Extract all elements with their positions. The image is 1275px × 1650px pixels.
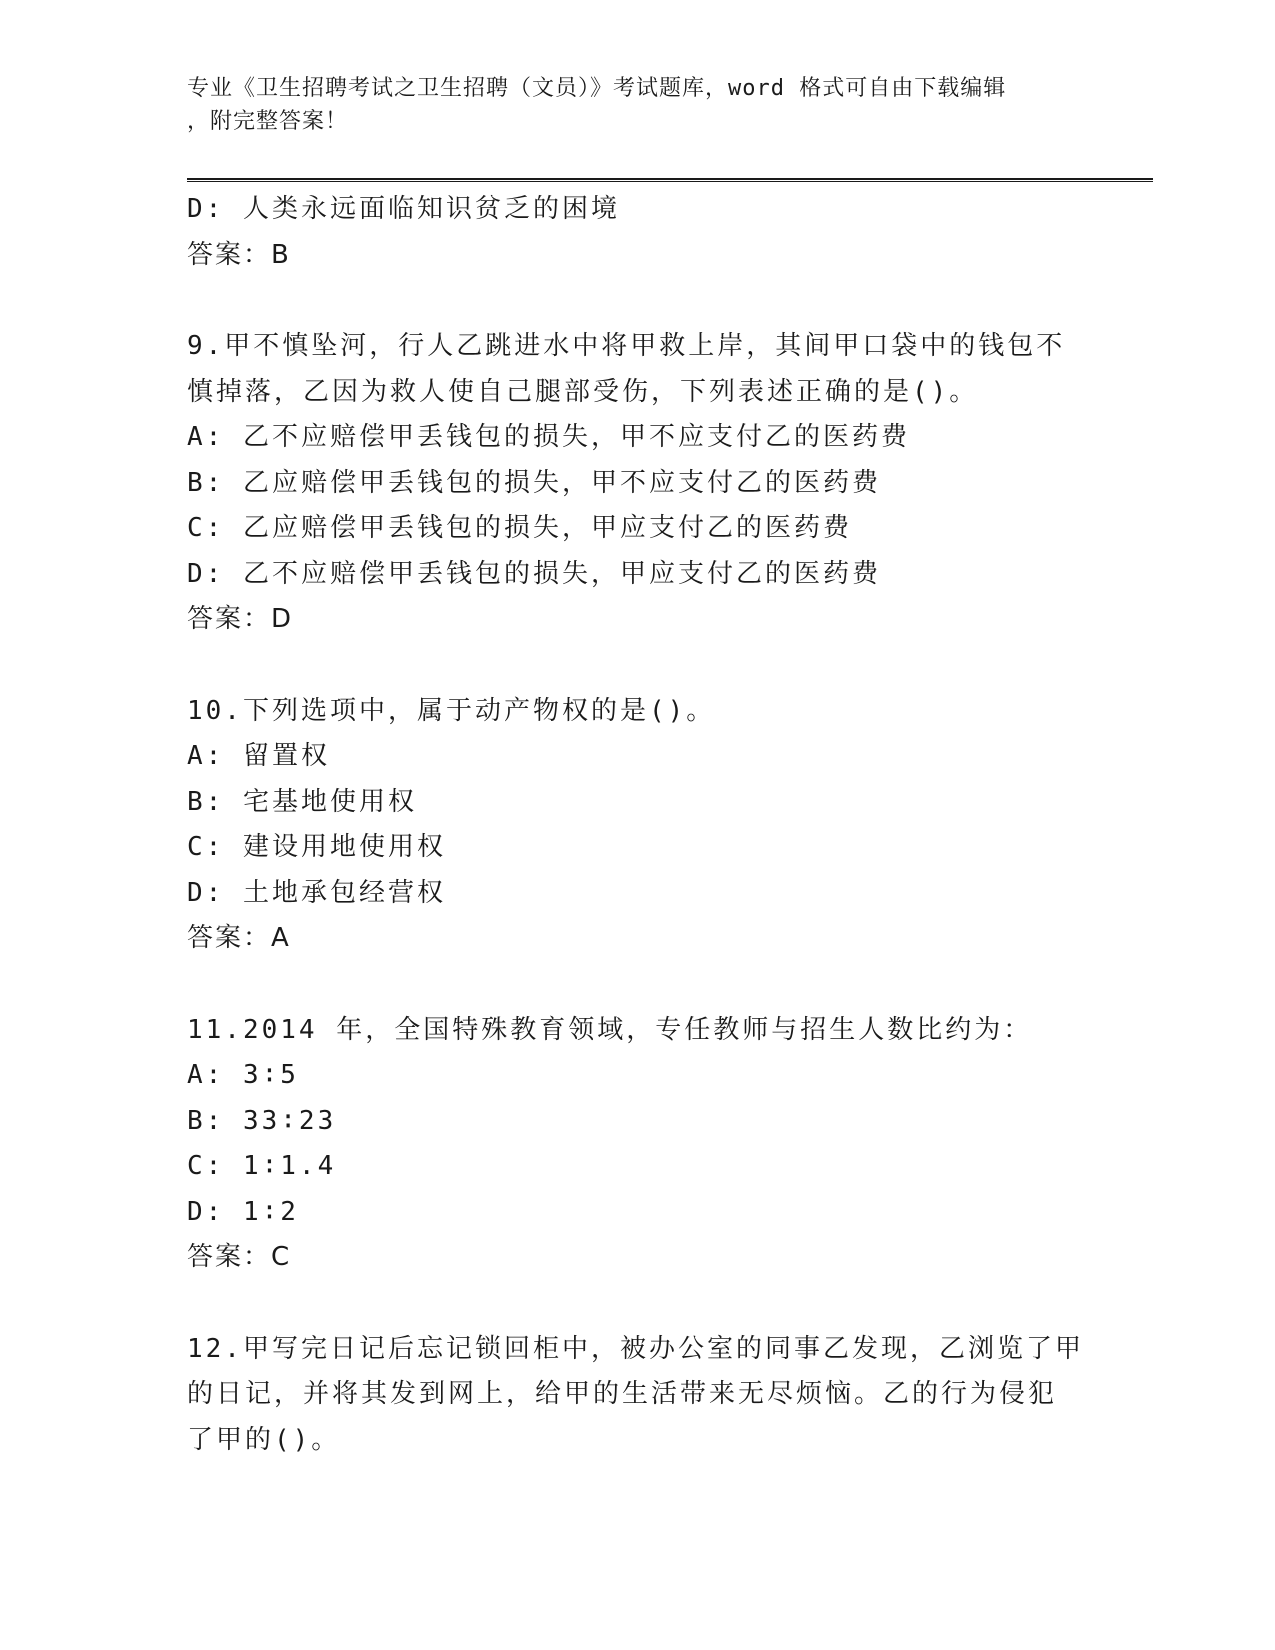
option-d: D: 乙不应赔偿甲丢钱包的损失，甲应支付乙的医药费	[187, 558, 881, 589]
answer-line: 答案：C	[187, 1242, 292, 1272]
option-b: B: 宅基地使用权	[187, 786, 417, 817]
question-text: 11.2014 年，全国特殊教育领域，专任教师与招生人数比约为：	[187, 1014, 1033, 1045]
document-header	[187, 72, 1077, 138]
question-9	[187, 324, 1087, 643]
answer-line: 答案：A	[187, 923, 291, 953]
document-body	[187, 187, 1087, 1463]
question-11	[187, 1008, 1087, 1281]
option-d: D: 1∶2	[187, 1196, 299, 1227]
answer-line: 答案：D	[187, 604, 294, 634]
option-b: B: 乙应赔偿甲丢钱包的损失，甲不应支付乙的医药费	[187, 467, 881, 498]
option-a: A: 留置权	[187, 741, 330, 771]
question-fragment	[187, 187, 1087, 278]
option-d: D: 土地承包经营权	[187, 877, 446, 908]
option-d: D: 人类永远面临知识贫乏的困境	[187, 194, 620, 224]
option-b: B: 33∶23	[187, 1105, 337, 1136]
option-c: C: 建设用地使用权	[187, 832, 446, 862]
option-c: C: 1∶1.4	[187, 1151, 337, 1181]
question-10	[187, 689, 1087, 962]
question-12	[187, 1327, 1087, 1464]
question-text: 9.甲不慎坠河，行人乙跳进水中将甲救上岸，其间甲口袋中的钱包不	[187, 331, 1066, 361]
option-c: C: 乙应赔偿甲丢钱包的损失，甲应支付乙的医药费	[187, 513, 852, 543]
header-line-1: 专业《卫生招聘考试之卫生招聘（文员）》考试题库，word 格式可自由下载编辑	[187, 76, 1007, 101]
question-text: 10.下列选项中，属于动产物权的是()。	[187, 695, 716, 726]
question-text: 慎掉落，乙因为救人使自己腿部受伤，下列表述正确的是()。	[187, 376, 979, 407]
option-a: A: 3∶5	[187, 1060, 299, 1090]
option-a: A: 乙不应赔偿甲丢钱包的损失，甲不应支付乙的医药费	[187, 422, 910, 452]
question-text: 的日记，并将其发到网上，给甲的生活带来无尽烦恼。乙的行为侵犯	[187, 1379, 1058, 1409]
question-text: 了甲的()。	[187, 1424, 341, 1455]
header-divider	[187, 178, 1153, 182]
header-line-2: ，附完整答案！	[187, 109, 349, 134]
question-text: 12.甲写完日记后忘记锁回柜中，被办公室的同事乙发现，乙浏览了甲	[187, 1333, 1084, 1364]
answer-line: 答案：B	[187, 239, 291, 270]
